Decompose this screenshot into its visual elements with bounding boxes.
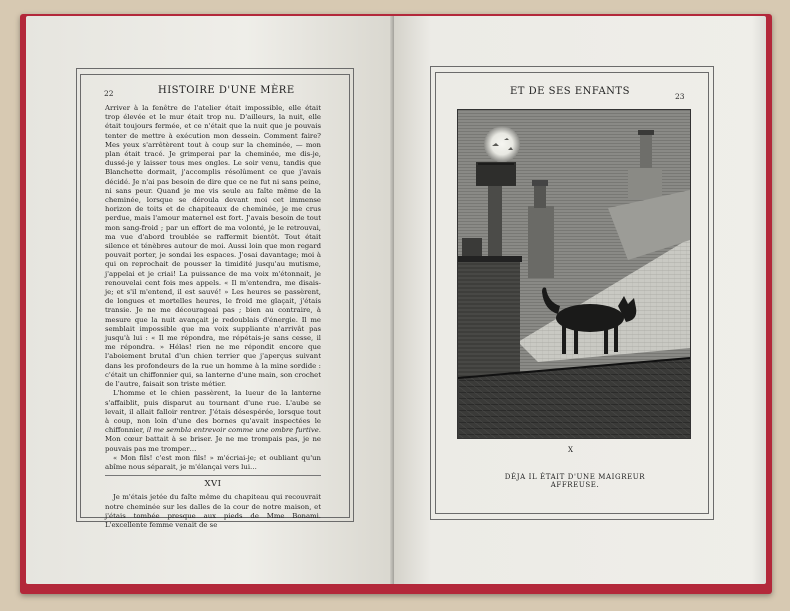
paragraph: Je m'étais jetée du faîte même du chapiteau qui recouvrait notre cheminée sur les dalles de la cour de notre maison, et j'étais tombée presque aux pieds de Mme Bonami. L'excellente femme venait de se <box>105 493 321 529</box>
paragraph: Arriver à la fenêtre de l'atelier était impossible, elle était trop élevée et le mur était trop nu. D'ailleurs, la nuit, elle était toujours fermée, et ce n'était que la nuit que je pouvais tenter de mettre à exécution mon dessein. Comment faire? Mes yeux s'arrêtèrent tout à coup sur la cheminée, — mon plan était tracé. Je grimperai par la cheminée, me dis-je, dussé-je y laisser tous mes ongles. Le soir venu, tandis que Blanchette dormait, j'accomplis résolûment ce que j'avais décidé. Je n'ai pas besoin de dire que ce ne fut ni sans peine, ni sans peur. Quand je me vis seule au faîte même de la cheminée, lorsque se déroula devant moi cet immense horizon de toits et de chapiteaux de cheminée, je me crus perdue, mais l'amour maternel est fort. J'avais besoin de tout mon sang-froid ; par un effort de ma volonté, je le retrouvai, ma vue d'abord troublée se raffermit bientôt. Tout était silence et ténèbres autour de moi. Aussi loin que mon regard pouvait porter, je sondai les espaces. J'osai davantage; moi à qui on reprochait de pousser la timidité jusqu'au mutisme, j'appelai et je criai! La puissance de ma voix m'étonnait, je renouvelai cent fois mes appels. « Il m'entendra, me disais-je; et s'il m'entend, il est sauvé! » Les heures se passèrent, de longues et mortelles heures, le froid me glaçait, j'étais transie. Je ne me décourageai pas ; bien au contraire, à mesure que la nuit avançait je redoublais d'énergie. Il me semblait impossible que ma voix suppliante n'arrivât pas jusqu'à lui : « Il me répondra, me répétais-je sans cesse, il me répondra. » Hélas! rien ne me répondit encore que l'aboiement brutal d'un chien terrier que j'aperçus suivant dans les profondeurs de la rue un homme à la mine sordide : c'était un chiffonnier qui, sa lanterne d'une main, son crochet de l'autre, faisait son triste métier. <box>105 104 321 389</box>
right-running-head: ET DE SES ENFANTS <box>510 86 630 97</box>
paragraph: « Mon fils! c'est mon fils! » m'écriai-je; et oubliant qu'un abîme nous séparait, je m'élançai vers lui… <box>105 453 321 471</box>
left-running-head: HISTOIRE D'UNE MÈRE <box>158 85 295 96</box>
moon-icon <box>484 126 520 162</box>
plate-number: X <box>568 446 573 454</box>
section-divider <box>105 475 321 476</box>
page-edge-shadow <box>752 16 766 584</box>
right-page-number: 23 <box>675 92 685 101</box>
left-page-number: 22 <box>104 89 114 98</box>
distant-chimney <box>528 206 554 278</box>
foreground-chimney <box>458 260 520 380</box>
italic-phrase: il me sembla entrevoir comme une ombre furtive. <box>146 426 321 435</box>
tall-chimney <box>640 132 652 172</box>
chimney-pot <box>476 162 516 186</box>
cat-on-rooftop-engraving <box>457 109 691 439</box>
left-page-text <box>105 104 321 530</box>
paragraph: L'homme et le chien passèrent, la lueur de la lanterne s'affaiblit, puis disparut au tournant d'une rue. L'aube se levait, il allait falloir rentrer. J'étais désespérée, lorsque tout à coup, non loin d'une des bornes qu'avait inspectées le chiffonnier, il me sembla entrevoir comme une ombre furtive. Mon cœur battait à se briser. Je ne me trompais pas, je ne pouvais pas me tromper… <box>105 389 321 453</box>
illustration-caption: DÉJA IL ÉTAIT D'UNE MAIGREUR AFFREUSE. <box>504 473 646 489</box>
chapter-heading: XVI <box>204 479 222 490</box>
